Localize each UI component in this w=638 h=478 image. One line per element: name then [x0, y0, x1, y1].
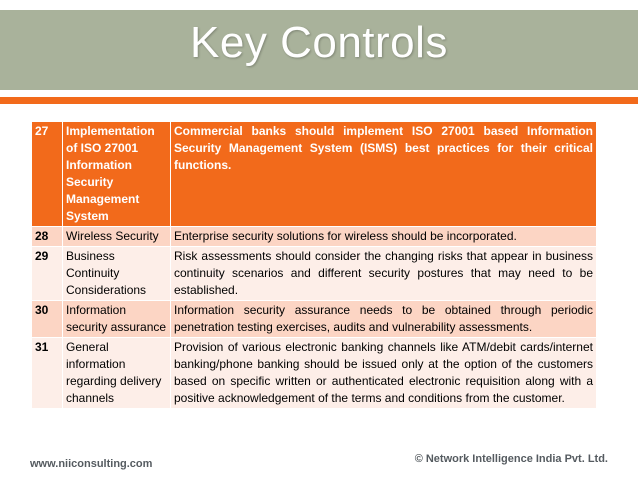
- table-row: [32, 122, 597, 227]
- accent-bar: [0, 97, 638, 104]
- control-number: 29: [32, 247, 63, 301]
- control-description: Enterprise security solutions for wireless should be incorporated.: [171, 227, 597, 247]
- control-name: General information regarding delivery channels: [63, 338, 171, 409]
- control-number: 27: [32, 122, 63, 227]
- table-row: [32, 301, 597, 338]
- control-number: 30: [32, 301, 63, 338]
- control-description: Information security assurance needs to be obtained through periodic penetration testing exercises, audits and vulnerability assessments.: [171, 301, 597, 338]
- slide-title: Key Controls: [190, 18, 448, 67]
- control-name: Business Continuity Considerations: [63, 247, 171, 301]
- table-row: [32, 227, 597, 247]
- control-number: 31: [32, 338, 63, 409]
- control-number: 28: [32, 227, 63, 247]
- control-name: Information security assurance: [63, 301, 171, 338]
- table-row: [32, 338, 597, 409]
- table-row: [32, 247, 597, 301]
- key-controls-table: [31, 121, 597, 409]
- control-description: Provision of various electronic banking channels like ATM/debit cards/internet banking/phone banking should be issued only at the option of the customers based on specific written or authenticated electronic requisition along with a positive acknowledgement of the terms and conditions from the customer.: [171, 338, 597, 409]
- control-name: Wireless Security: [63, 227, 171, 247]
- control-name: Implementation of ISO 27001 Information Security Management System: [63, 122, 171, 227]
- footer-website: www.niiconsulting.com: [30, 458, 153, 470]
- control-description: Risk assessments should consider the changing risks that appear in business continuity scenarios and different security postures that may need to be established.: [171, 247, 597, 301]
- control-description: Commercial banks should implement ISO 27001 based Information Security Management System (ISMS) best practices for their critical functions.: [171, 122, 597, 227]
- footer-copyright: © Network Intelligence India Pvt. Ltd.: [414, 453, 608, 465]
